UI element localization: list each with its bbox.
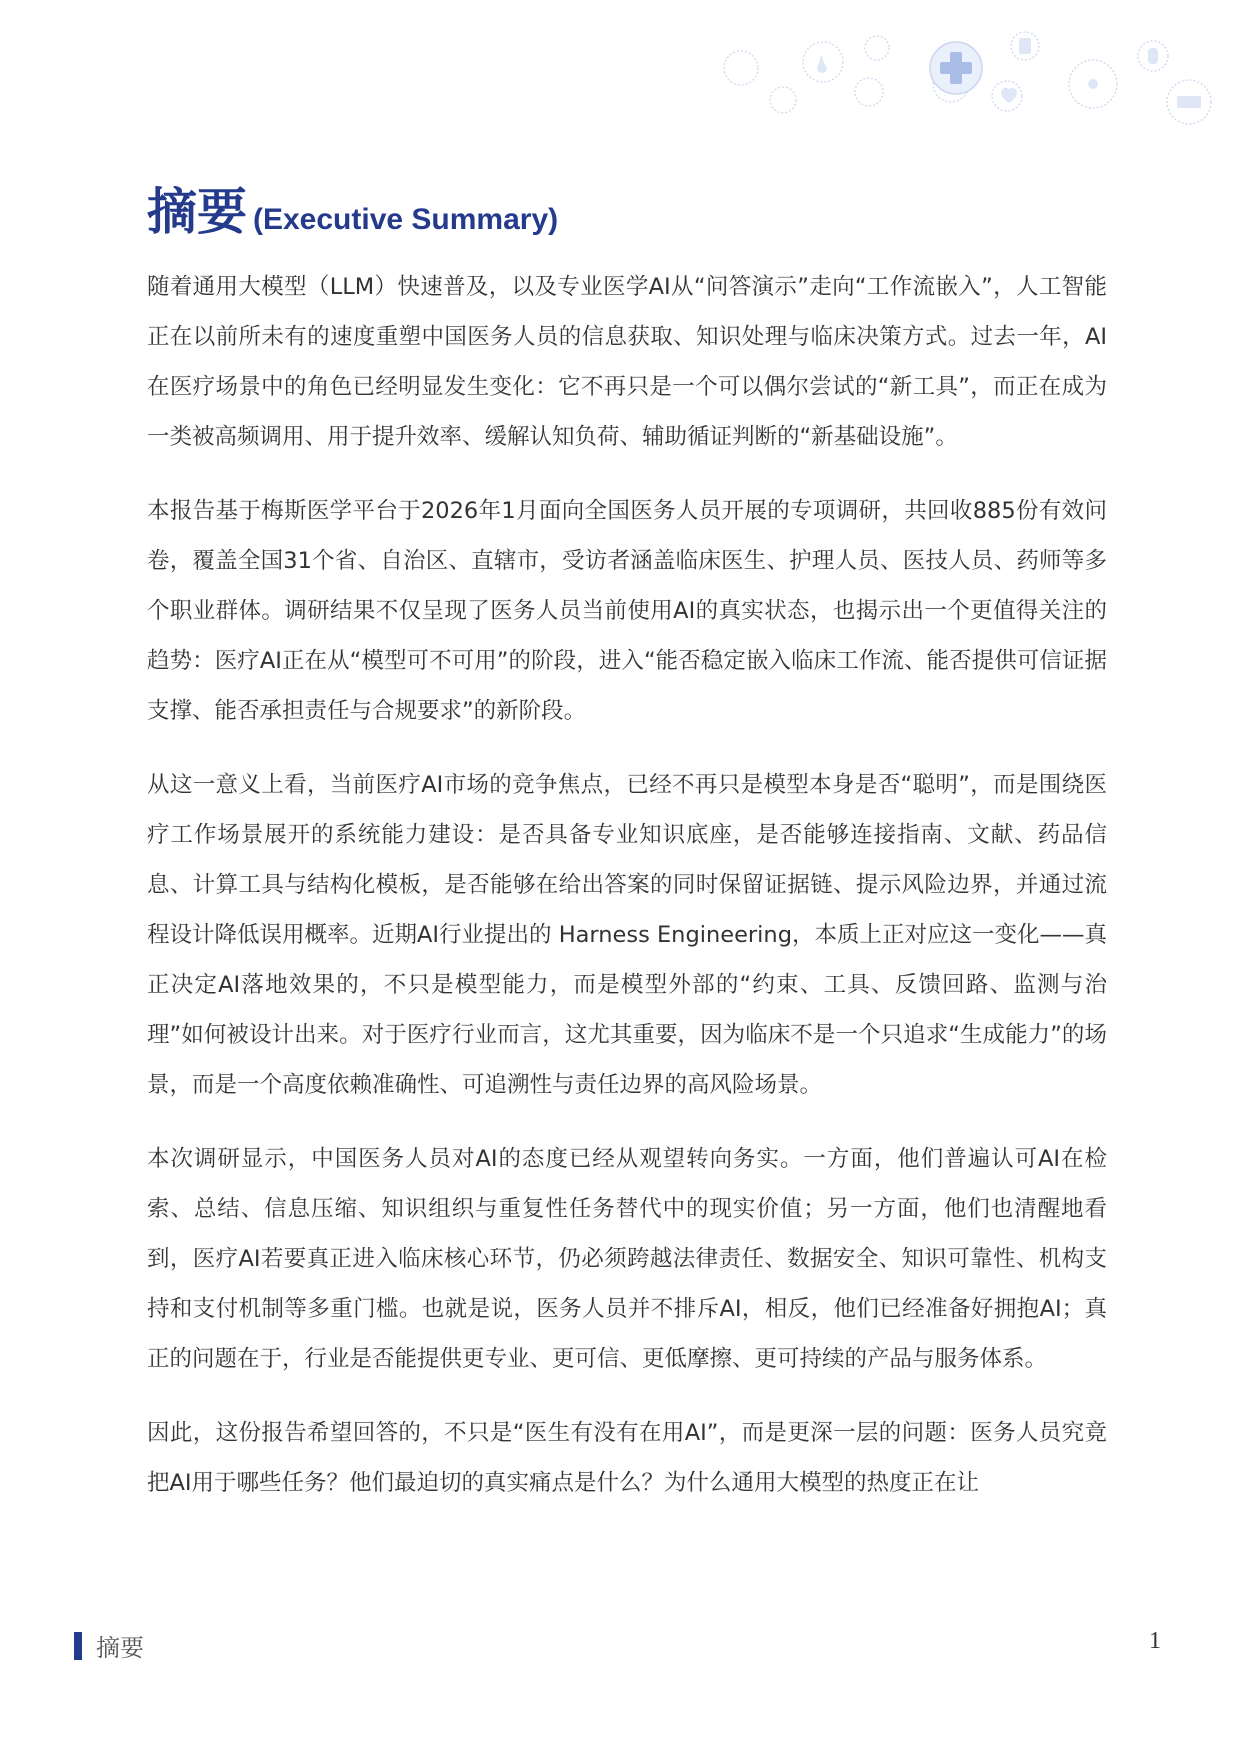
summary-body [147, 262, 1107, 1532]
title-zh: 摘要 [147, 183, 247, 241]
page-number: 1 [1149, 1628, 1161, 1654]
footer-section-label: 摘要 [96, 1634, 144, 1662]
hexagon-icon [724, 51, 758, 85]
page-title [147, 172, 558, 244]
flask-icon [855, 78, 883, 106]
paragraph-1: 随着通用大模型（LLM）快速普及，以及专业医学AI从“问答演示”走向“工作流嵌入”，人工智能正在以前所未有的速度重塑中国医务人员的信息获取、知识处理与临床决策方式。过去一年，AI在医疗场景中的角色已经明显发生变化：它不再只是一个可以偶尔尝试的“新工具”，而正在成为一类被高频调用、用于提升效率、缓解认知负荷、辅助循证判断的“新基础设施”。 [147, 274, 1107, 450]
paragraph-3: 从这一意义上看，当前医疗AI市场的竞争焦点，已经不再只是模型本身是否“聪明”，而是围绕医疗工作场景展开的系统能力建设：是否具备专业知识底座，是否能够连接指南、文献、药品信息、计算工具与结构化模板，是否能够在给出答案的同时保留证据链、提示风险边界，并通过流程设计降低误用概率。近期AI行业提出的 Harness Engineering，本质上正对应这一变化——真正决定AI落地效果的，不只是模型能力，而是模型外部的“约束、工具、反馈回路、监测与治理”如何被设计出来。对于医疗行业而言，这尤其重要，因为临床不是一个只追求“生成能力”的场景，而是一个高度依赖准确性、可追溯性与责任边界的高风险场景。 [147, 772, 1107, 1098]
footer-accent-bar [74, 1632, 82, 1660]
paragraph-4: 本次调研显示，中国医务人员对AI的态度已经从观望转向务实。一方面，他们普遍认可AI在检索、总结、信息压缩、知识组织与重复性任务替代中的现实价值；另一方面，他们也清醒地看到，医疗AI若要真正进入临床核心环节，仍必须跨越法律责任、数据安全、知识可靠性、机构支持和支付机制等多重门槛。也就是说，医务人员并不排斥AI，相反，他们已经准备好拥抱AI；真正的问题在于，行业是否能提供更专业、更可信、更低摩擦、更可持续的产品与服务体系。 [147, 1146, 1107, 1372]
cross-icon [930, 42, 982, 94]
paragraph-2: 本报告基于梅斯医学平台于2026年1月面向全国医务人员开展的专项调研，共回收885份有效问卷，覆盖全国31个省、自治区、直辖市，受访者涵盖临床医生、护理人员、医技人员、药师等多个职业群体。调研结果不仅呈现了医务人员当前使用AI的真实状态，也揭示出一个更值得关注的趋势：医疗AI正在从“模型可不可用”的阶段，进入“能否稳定嵌入临床工作流、能否提供可信证据支撑、能否承担责任与合规要求”的新阶段。 [147, 498, 1107, 724]
paragraph-5: 因此，这份报告希望回答的，不只是“医生有没有在用AI”，而是更深一层的问题：医务人员究竟把AI用于哪些任务？他们最迫切的真实痛点是什么？为什么通用大模型的热度正在让 [147, 1420, 1107, 1496]
medical-decoration [701, 10, 1221, 150]
title-en: (Executive Summary) [253, 203, 559, 236]
